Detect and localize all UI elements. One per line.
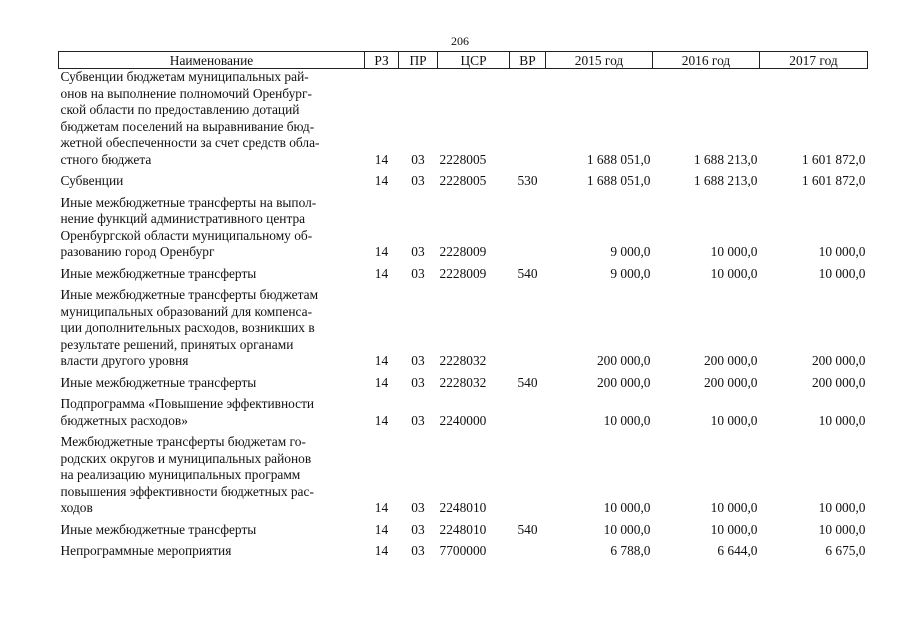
header-pr: ПР — [399, 52, 438, 69]
cell-name — [59, 391, 365, 429]
cell-vr: 540 — [517, 265, 538, 281]
cell-2015: 10 000,0 — [603, 412, 651, 428]
name-line: Оренбургской области муниципальному об- — [60, 227, 313, 243]
cell-rz: 14 — [374, 265, 389, 281]
name-line: Иные межбюджетные трансферты на выпол- — [60, 194, 317, 210]
name-line: Иные межбюджетные трансферты — [60, 521, 257, 537]
name-line: онов на выполнение полномочий Оренбург- — [60, 85, 312, 101]
name-line: Субвенции бюджетам муниципальных рай- — [60, 69, 309, 84]
cell-vr: 540 — [517, 521, 538, 537]
cell-2016: 10 000,0 — [710, 244, 758, 259]
cell-2015: 200 000,0 — [596, 353, 651, 368]
cell-2016: 1 688 213,0 — [693, 173, 758, 188]
header-2017: 2017 год — [760, 52, 868, 69]
name-line: повышения эффективности бюджетных рас- — [60, 483, 314, 499]
cell-vr: 530 — [517, 173, 538, 188]
cell-vr — [510, 429, 546, 517]
name-line: Иные межбюджетные трансферты — [60, 265, 257, 281]
table-row — [59, 261, 868, 283]
cell-2015: 1 688 051,0 — [586, 173, 651, 188]
cell-name — [59, 190, 365, 261]
cell-rz: 14 — [374, 353, 389, 368]
header-2015: 2015 год — [546, 52, 653, 69]
name-line: Непрограммные мероприятия — [60, 543, 232, 558]
cell-2015: 9 000,0 — [610, 265, 651, 281]
cell-2016: 10 000,0 — [710, 265, 758, 281]
name-line: власти другого уровня — [60, 353, 189, 368]
cell-pr: 03 — [411, 265, 425, 281]
cell-rz: 14 — [374, 244, 389, 259]
name-line: Иные межбюджетные трансферты бюджетам — [60, 287, 319, 302]
cell-pr: 03 — [411, 500, 425, 515]
name-line: бюджетам поселений на выравнивание бюд- — [60, 118, 315, 134]
table-row — [59, 282, 868, 370]
name-line: Подпрограмма «Повышение эффективности — [60, 396, 315, 411]
name-line: Иные межбюджетные трансферты — [60, 374, 257, 390]
table-row — [59, 168, 868, 190]
cell-rz: 14 — [374, 412, 389, 428]
cell-2017: 10 000,0 — [818, 521, 866, 537]
table-header — [59, 52, 868, 69]
header-2016: 2016 год — [653, 52, 760, 69]
cell-2017: 200 000,0 — [811, 374, 866, 390]
cell-2015: 200 000,0 — [596, 374, 651, 390]
cell-pr: 03 — [411, 412, 425, 428]
cell-2017: 10 000,0 — [818, 244, 866, 259]
cell-csr: 2228009 — [439, 265, 487, 281]
cell-rz: 14 — [374, 500, 389, 515]
name-line: нение функций административного центра — [60, 211, 306, 226]
cell-rz: 14 — [374, 521, 389, 537]
cell-2017: 10 000,0 — [818, 265, 866, 281]
cell-rz: 14 — [374, 151, 389, 167]
header-rz: РЗ — [365, 52, 399, 69]
cell-csr: 2228032 — [439, 353, 487, 368]
name-line: бюджетных расходов» — [60, 412, 188, 428]
cell-csr: 2228005 — [439, 173, 487, 188]
cell-name — [59, 429, 365, 517]
cell-name — [59, 261, 365, 283]
cell-2017: 10 000,0 — [818, 412, 866, 428]
table-row — [59, 429, 868, 517]
name-line: на реализацию муниципальных программ — [60, 467, 301, 482]
name-line: разованию город Оренбург — [60, 244, 215, 259]
cell-name — [59, 69, 365, 169]
cell-2016: 10 000,0 — [710, 412, 758, 428]
cell-pr: 03 — [411, 173, 425, 188]
cell-pr: 03 — [411, 374, 425, 390]
cell-vr — [510, 391, 546, 429]
header-vr: ВР — [510, 52, 546, 69]
cell-name — [59, 282, 365, 370]
name-line: ской области по предоставлению дотаций — [60, 102, 300, 117]
budget-table — [58, 51, 868, 560]
cell-name — [59, 168, 365, 190]
cell-2017: 10 000,0 — [818, 500, 866, 515]
table-row — [59, 370, 868, 392]
table-row — [59, 69, 868, 169]
cell-rz: 14 — [374, 173, 389, 188]
cell-vr — [510, 69, 546, 169]
cell-2017: 1 601 872,0 — [801, 151, 866, 167]
name-line: Субвенции — [60, 173, 124, 188]
cell-name — [59, 517, 365, 539]
cell-name — [59, 370, 365, 392]
name-line: ции дополнительных расходов, возникших в — [60, 320, 315, 335]
cell-2017: 6 675,0 — [825, 543, 866, 558]
table-row — [59, 190, 868, 261]
cell-csr: 2228009 — [439, 244, 487, 259]
cell-name — [59, 538, 365, 560]
cell-rz: 14 — [374, 374, 389, 390]
cell-csr: 2228005 — [439, 151, 487, 167]
cell-vr — [510, 538, 546, 560]
header-csr: ЦСР — [438, 52, 510, 69]
name-line: родских округов и муниципальных районов — [60, 450, 312, 466]
cell-csr: 2228032 — [439, 374, 487, 390]
cell-2016: 200 000,0 — [703, 374, 758, 390]
cell-2016: 1 688 213,0 — [693, 151, 758, 167]
cell-pr: 03 — [411, 521, 425, 537]
table-body — [59, 69, 868, 560]
table-row — [59, 538, 868, 560]
cell-2015: 10 000,0 — [603, 521, 651, 537]
cell-2016: 6 644,0 — [717, 543, 758, 558]
cell-2017: 200 000,0 — [811, 353, 866, 368]
cell-rz: 14 — [374, 543, 389, 558]
cell-2015: 6 788,0 — [610, 543, 651, 558]
name-line: стного бюджета — [60, 151, 152, 167]
cell-vr: 540 — [517, 374, 538, 390]
name-line: муниципальных образований для компенса- — [60, 303, 313, 319]
cell-csr: 2248010 — [439, 521, 487, 537]
cell-csr: 2240000 — [439, 412, 487, 428]
header-name: Наименование — [59, 52, 365, 69]
cell-vr — [510, 190, 546, 261]
cell-2016: 10 000,0 — [710, 521, 758, 537]
cell-2016: 10 000,0 — [710, 500, 758, 515]
cell-pr: 03 — [411, 543, 425, 558]
cell-2015: 10 000,0 — [603, 500, 651, 515]
name-line: жетной обеспеченности за счет средств обла- — [60, 135, 320, 150]
cell-2015: 9 000,0 — [610, 244, 651, 259]
cell-2017: 1 601 872,0 — [801, 173, 866, 188]
cell-csr: 7700000 — [439, 543, 487, 558]
name-line: Межбюджетные трансферты бюджетам го- — [60, 434, 306, 449]
cell-2015: 1 688 051,0 — [586, 151, 651, 167]
page-number: 206 — [451, 34, 469, 48]
table-row — [59, 391, 868, 429]
cell-pr: 03 — [411, 244, 425, 259]
table-row — [59, 517, 868, 539]
cell-pr: 03 — [411, 353, 425, 368]
cell-vr — [510, 282, 546, 370]
cell-pr: 03 — [411, 151, 425, 167]
cell-csr: 2248010 — [439, 500, 487, 515]
name-line: ходов — [60, 500, 93, 515]
name-line: результате решений, принятых органами — [60, 336, 294, 352]
cell-2016: 200 000,0 — [703, 353, 758, 368]
